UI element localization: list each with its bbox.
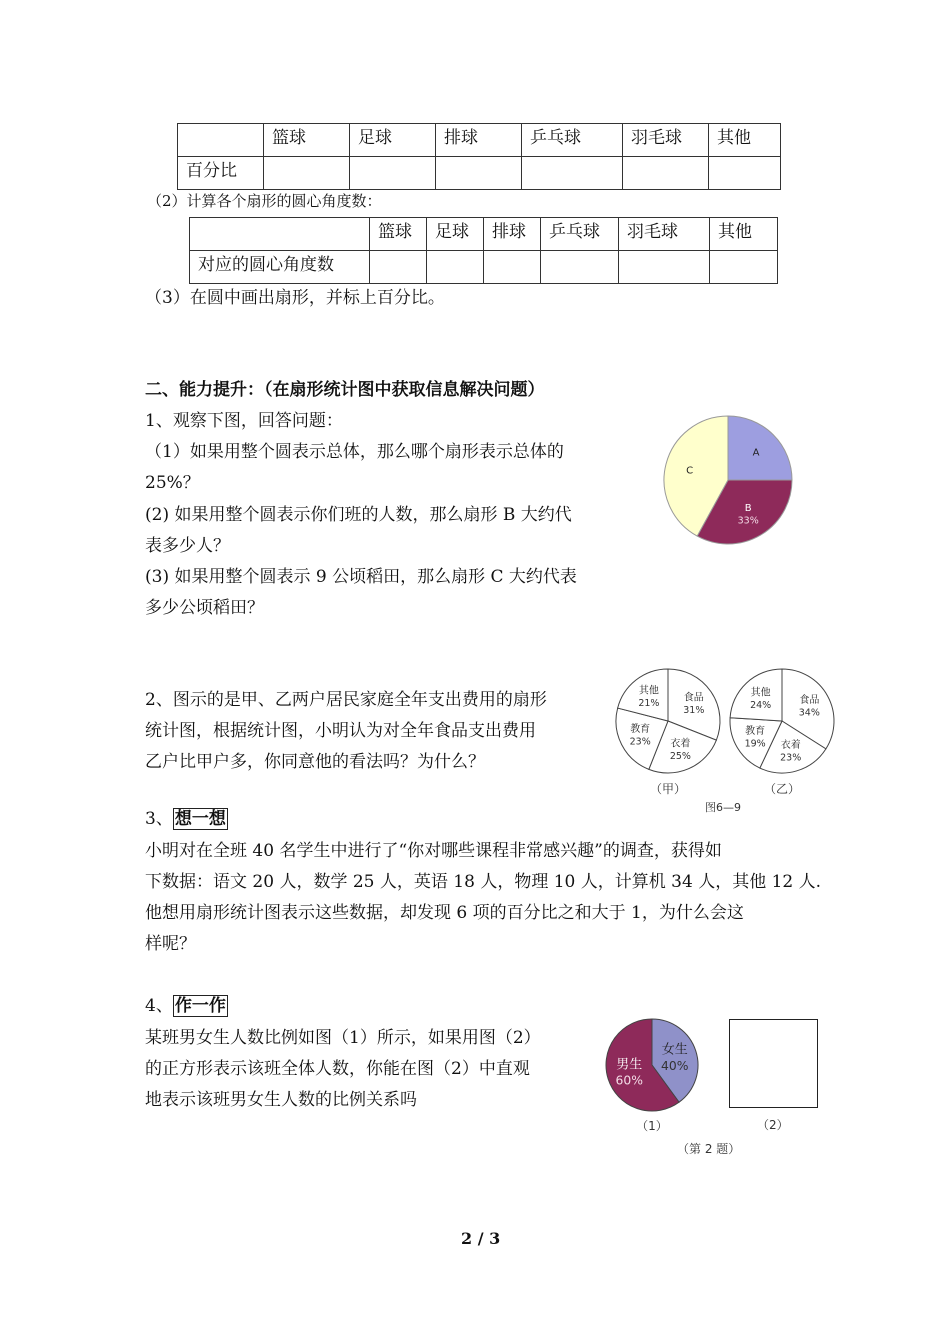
table-cell: 其他: [710, 218, 778, 251]
table-cell: [710, 251, 778, 284]
table-cell: 篮球: [264, 124, 350, 157]
table-cell: [709, 157, 781, 190]
q4-line: 某班男女生人数比例如图（1）所示，如果用图（2）: [145, 1028, 541, 1048]
q4-tag: 作一作: [174, 996, 226, 1016]
q2-line: 2、图示的是甲、乙两户居民家庭全年支出费用的扇形: [145, 690, 547, 710]
slice-value-label: 34%: [798, 707, 820, 719]
slice-label: A: [752, 447, 760, 459]
table-cell: 乒乓球: [522, 124, 623, 157]
table-cell: [370, 251, 427, 284]
slice-value-label: 23%: [629, 736, 651, 748]
slice-label: 衣着: [780, 739, 801, 751]
slice-label: 其他: [750, 687, 771, 699]
table-cell: [623, 157, 709, 190]
q3-heading: [145, 808, 228, 830]
table2-caption: （2）计算各个扇形的圆心角度数：: [147, 192, 382, 210]
q1-line: （1）如果用整个圆表示总体，那么哪个扇形表示总体的: [145, 442, 564, 462]
table-cell: [190, 218, 370, 251]
q4-line: 地表示该班男女生人数的比例关系吗: [145, 1090, 417, 1110]
q1-line: (3) 如果用整个圆表示 9 公顷稻田，那么扇形 C 大约代表: [145, 567, 577, 587]
slice-label: 女生: [661, 1042, 688, 1058]
table-row: [190, 251, 778, 284]
chart-title: （1）: [636, 1119, 668, 1133]
slice-value-label: 21%: [638, 697, 660, 709]
table-cell: 羽毛球: [619, 218, 710, 251]
slice-label: B: [744, 503, 752, 515]
slice-value-label: 25%: [669, 751, 691, 763]
q3-line: 小明对在全班 40 名学生中进行了“你对哪些课程非常感兴趣”的调查，获得如: [145, 841, 722, 861]
q1-line: 多少公顷稻田？: [145, 598, 264, 618]
q3-line: 样呢？: [145, 934, 196, 954]
q2-line: 乙户比甲户多，你同意他的看法吗？为什么？: [145, 752, 485, 772]
slice-label: 食品: [683, 692, 704, 704]
table-cell: 其他: [709, 124, 781, 157]
table-cell: 足球: [427, 218, 484, 251]
empty-square: [729, 1019, 818, 1108]
table-cell: [619, 251, 710, 284]
slice-value-label: 40%: [661, 1058, 689, 1073]
table-cell: [264, 157, 350, 190]
table-header-row: [178, 124, 781, 157]
table-cell: [522, 157, 623, 190]
slice-label: 食品: [799, 694, 820, 706]
slice-label: 教育: [630, 724, 651, 736]
page-number: 2 / 3: [461, 1229, 501, 1248]
table-cell: 乒乓球: [541, 218, 619, 251]
slice-label: C: [686, 465, 694, 477]
table-cell: 羽毛球: [623, 124, 709, 157]
q4-figure-caption: （第 2 题）: [677, 1142, 741, 1156]
q1-line: 表多少人？: [145, 536, 230, 556]
table-cell: [427, 251, 484, 284]
slice-value-label: 33%: [737, 515, 759, 527]
table-cell: [484, 251, 541, 284]
q4-number: 4、: [145, 996, 173, 1016]
slice-value-label: 24%: [750, 699, 772, 711]
q3-tag: 想一想: [174, 809, 226, 829]
slice-label: 其他: [638, 685, 659, 697]
table-cell: [541, 251, 619, 284]
table-cell: [178, 124, 264, 157]
table-cell: [350, 157, 436, 190]
q3-line: 下数据：语文 20 人，数学 25 人，英语 18 人，物理 10 人，计算机 34 人，其他 12 人.: [145, 872, 822, 892]
slice-value-label: 60%: [615, 1073, 643, 1088]
slice-label: 教育: [745, 725, 766, 737]
section2-heading: 二、能力提升：（在扇形统计图中获取信息解决问题）: [145, 380, 545, 400]
table-cell: 篮球: [370, 218, 427, 251]
table-cell: 足球: [350, 124, 436, 157]
table-row: [178, 157, 781, 190]
slice-label: 衣着: [670, 738, 691, 750]
table-cell: 排球: [484, 218, 541, 251]
slice-label: 男生: [616, 1057, 643, 1073]
slice-value-label: 31%: [683, 704, 705, 716]
pie-chart-yi: [724, 668, 844, 803]
step3-text: （3）在圆中画出扇形，并标上百分比。: [145, 288, 445, 308]
percentage-table: [177, 123, 781, 190]
q3-line: 他想用扇形统计图表示这些数据，却发现 6 项的百分比之和大于 1，为什么会这: [145, 903, 744, 923]
q4-heading: [145, 995, 228, 1017]
table-header-row: [190, 218, 778, 251]
slice-value-label: 23%: [780, 752, 802, 764]
q4-line: 的正方形表示该班全体人数，你能在图（2）中直观: [145, 1059, 530, 1079]
pie-chart-gender: [598, 1012, 708, 1147]
q1-intro: 1、观察下图，回答问题：: [145, 411, 343, 431]
pie-chart-abc: [662, 414, 802, 554]
chart-title: （甲）: [649, 782, 687, 796]
table-cell: 排球: [436, 124, 522, 157]
chart-title: （乙）: [763, 782, 801, 796]
slice-value-label: 19%: [744, 738, 766, 750]
q1-line: (2) 如果用整个圆表示你们班的人数，那么扇形 B 大约代: [145, 505, 572, 525]
angle-table: [189, 217, 778, 284]
pie-chart-jia: [607, 668, 727, 803]
row-label: 对应的圆心角度数: [190, 251, 370, 284]
pie-slice: [728, 416, 792, 480]
table-cell: [436, 157, 522, 190]
square-caption: （2）: [757, 1118, 789, 1132]
q1-line: 25%？: [145, 473, 200, 493]
figure-caption: 图6—9: [705, 801, 741, 814]
q2-line: 统计图，根据统计图，小明认为对全年食品支出费用: [145, 721, 536, 741]
row-label: 百分比: [178, 157, 264, 190]
q3-number: 3、: [145, 809, 173, 829]
